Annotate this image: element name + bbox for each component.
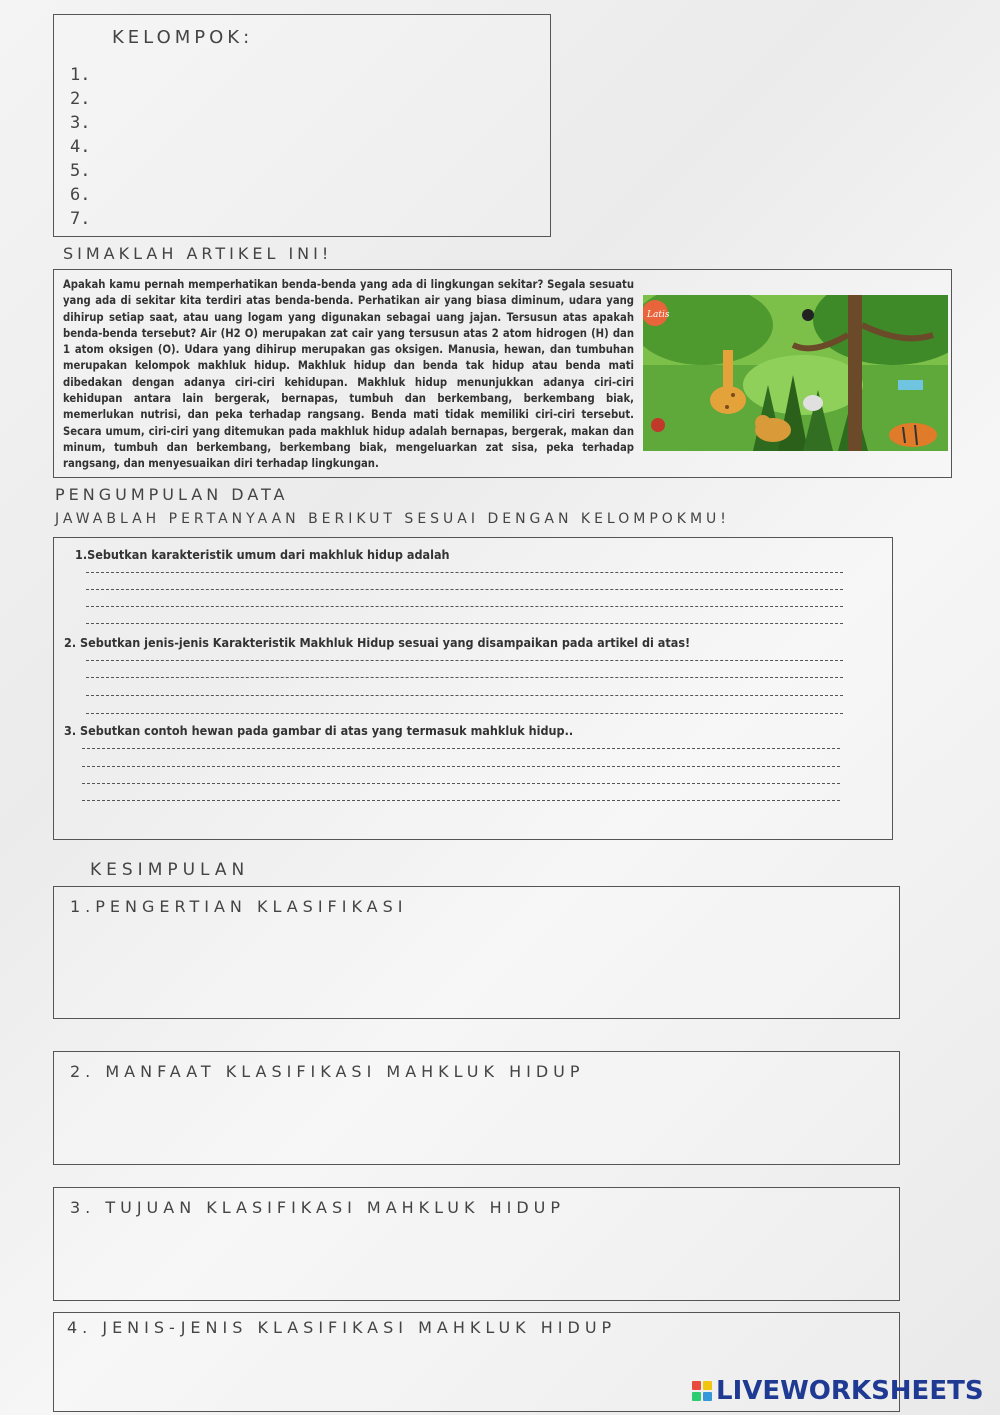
answer-line[interactable] (86, 677, 843, 678)
logo-square (703, 1381, 712, 1390)
member-item: 6. (70, 185, 91, 205)
answer-line[interactable] (86, 589, 843, 590)
answer-line[interactable] (86, 606, 843, 607)
answer-line[interactable] (86, 623, 843, 624)
answer-line[interactable] (82, 748, 840, 749)
question-3: 3. Sebutkan contoh hewan pada gambar di atas yang termasuk mahkluk hidup.. (64, 723, 574, 738)
question-2: 2. Sebutkan jenis-jenis Karakteristik Makhluk Hidup sesuai yang disampaikan pada artikel di atas! (64, 635, 691, 650)
answer-line[interactable] (82, 766, 840, 767)
conclusion-label: 2. MANFAAT KLASIFIKASI MAHKLUK HIDUP (70, 1062, 585, 1081)
member-item: 7. (70, 209, 91, 229)
conclusion-heading: KESIMPULAN (90, 860, 250, 880)
brand-text: LIVEWORKSHEETS (716, 1376, 984, 1406)
member-item: 3. (70, 113, 91, 133)
conclusion-box-benefits[interactable] (53, 1051, 900, 1165)
member-item: 1. (70, 65, 91, 85)
answer-line[interactable] (86, 572, 843, 573)
logo-square (703, 1392, 712, 1401)
group-members-box (53, 14, 551, 237)
answer-line[interactable] (82, 800, 840, 801)
answer-line[interactable] (86, 660, 843, 661)
member-item: 2. (70, 89, 91, 109)
article-box (53, 269, 952, 478)
member-list (70, 63, 90, 231)
conclusion-box-definition[interactable] (53, 886, 900, 1019)
member-item: 5. (70, 161, 91, 181)
liveworksheets-logo (692, 1374, 992, 1408)
group-title: KELOMPOK: (112, 27, 254, 48)
article-text: Apakah kamu pernah memperhatikan benda-benda yang ada di lingkungan sekitar? Segala sesuatu yang ada di sekitar kita terdiri atas benda-benda. Perhatikan air yang biasa diminum, udara yang dihirup setiap saat, atau uang logam yang digunakan sebagai uang jajan. Tersusun atas apakah benda-benda tersebut? Air (H2 O) merupakan zat cair yang tersusun atas 2 atom hidrogen (H) dan 1 atom oksigen (O). Udara yang dihirup merupakan gas oksigen. Manusia, hewan, dan tumbuhan merupakan kelompok makhluk hidup. Makhluk hidup dan benda tak hidup atau benda mati dibedakan dengan adanya ciri-ciri kehidupan. Makhluk hidup menunjukkan adanya ciri-ciri kehidupan antara lain bergerak, bernapas, tumbuh dan berkembang, berkembang biak, memerlukan nutrisi, dan peka terhadap rangsang. Benda mati tidak memiliki ciri-ciri tersebut. Secara umum, ciri-ciri yang ditemukan pada makhluk hidup adalah bernapas, bergerak, makan dan minum, tumbuh dan berkembang, berkembang biak, mengeluarkan zat sisa, peka terhadap rangsang, dan menyesuaikan diri terhadap lingkungan. (63, 278, 634, 471)
question-1: 1.Sebutkan karakteristik umum dari makhluk hidup adalah (75, 547, 450, 562)
questions-box (53, 537, 893, 840)
article-heading: SIMAKLAH ARTIKEL INI! (63, 244, 333, 263)
answer-line[interactable] (86, 713, 843, 714)
brand-logo-icon (692, 1381, 712, 1401)
conclusion-label: 4. JENIS-JENIS KLASIFIKASI MAHKLUK HIDUP (67, 1318, 617, 1337)
image-badge: Latis (647, 310, 670, 320)
jungle-animals-illustration (643, 295, 948, 451)
conclusion-label: 3. TUJUAN KLASIFIKASI MAHKLUK HIDUP (70, 1198, 566, 1217)
member-item: 4. (70, 137, 91, 157)
logo-square (692, 1392, 701, 1401)
logo-square (692, 1381, 701, 1390)
answer-line[interactable] (86, 695, 843, 696)
conclusion-label: 1.PENGERTIAN KLASIFIKASI (70, 897, 408, 916)
answer-line[interactable] (82, 783, 840, 784)
data-collection-heading: PENGUMPULAN DATA (55, 485, 289, 504)
data-collection-instruction: JAWABLAH PERTANYAAN BERIKUT SESUAI DENGAN KELOMPOKMU! (55, 511, 730, 527)
conclusion-box-purpose[interactable] (53, 1187, 900, 1301)
